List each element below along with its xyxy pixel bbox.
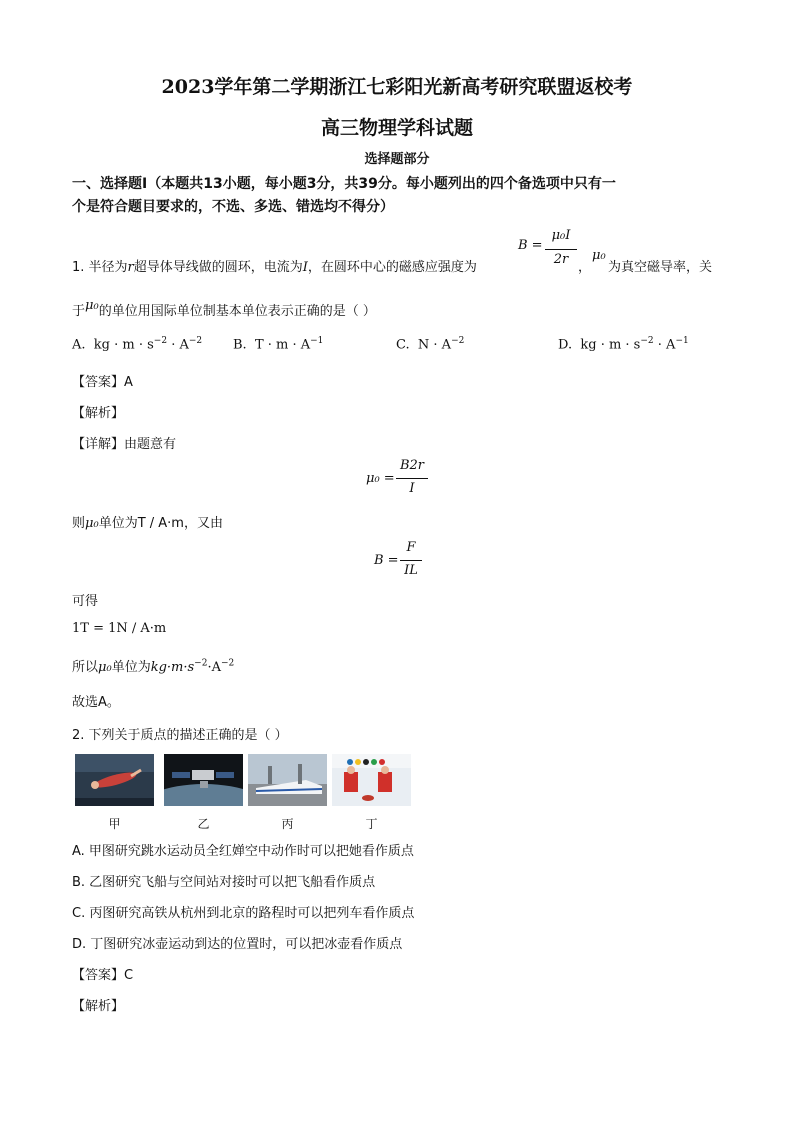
eq1-fraction: B2r I bbox=[396, 458, 428, 500]
q1-then-line: 则μ₀单位为T / A·m，又由 bbox=[72, 516, 223, 531]
q2-answer: 【答案】C bbox=[72, 968, 134, 983]
q1-stem-line1: 1. 半径为r超导体导线做的圆环，电流为I，在圆环中心的磁感应强度为 bbox=[72, 260, 477, 275]
caption-ding: 丁 bbox=[365, 817, 378, 831]
photo-ding-curling bbox=[332, 754, 411, 806]
q2-option-b[interactable]: B. 乙图研究飞船与空间站对接时可以把飞船看作质点 bbox=[72, 875, 376, 890]
q1-analysis-label: 【解析】 bbox=[72, 406, 125, 421]
eq2-fraction: F IL bbox=[400, 540, 422, 582]
caption-bing: 丙 bbox=[281, 817, 294, 831]
q1-formula-lhs: B = bbox=[518, 238, 543, 253]
section-heading-line1: 一、选择题Ⅰ（本题共13小题，每小题3分，共39分。每小题列出的四个备选项中只有一 bbox=[72, 176, 616, 192]
section-heading-line2: 个是符合题目要求的，不选、多选、错选均不得分） bbox=[72, 199, 394, 215]
q2-option-a[interactable]: A. 甲图研究跳水运动员全红婵空中动作时可以把她看作质点 bbox=[72, 844, 414, 859]
q2-option-c[interactable]: C. 丙图研究高铁从杭州到北京的路程时可以把列车看作质点 bbox=[72, 906, 415, 921]
caption-jia: 甲 bbox=[108, 817, 121, 831]
eq3: 1T = 1N / A·m bbox=[72, 621, 167, 636]
caption-yi: 乙 bbox=[197, 817, 210, 831]
mu0-symbol: μ₀ bbox=[592, 248, 606, 263]
q1-stem-line2: 于μ₀的单位用国际单位制基本单位表示正确的是（ ） bbox=[72, 298, 376, 319]
q1-option-c[interactable]: C. $N \cdot A^{-2}$ bbox=[396, 336, 465, 353]
part-heading: 选择题部分 bbox=[364, 152, 430, 167]
photo-bing-train bbox=[248, 754, 327, 806]
q2-stem: 2. 下列关于质点的描述正确的是（ ） bbox=[72, 728, 288, 743]
eq2-lhs: B = bbox=[374, 553, 399, 568]
q1-comma: ， bbox=[578, 260, 592, 275]
exam-title: 2023学年第二学期浙江七彩阳光新高考研究联盟返校考 bbox=[161, 76, 633, 98]
q1-option-d[interactable]: D. kg · $m \cdot s^{-2} \cdot A^{-1}$ bbox=[558, 336, 689, 353]
q1-obtain: 可得 bbox=[72, 594, 99, 609]
q2-analysis-label: 【解析】 bbox=[72, 999, 125, 1014]
q1-so-line: 所以μ₀单位为$kg\cdot m\cdot s^{-2}\cdot A^{-2}$ bbox=[72, 658, 235, 675]
q1-choose: 故选A。 bbox=[72, 695, 120, 710]
eq1-lhs: μ₀ = bbox=[366, 471, 395, 486]
photo-jia-diver bbox=[75, 754, 154, 806]
q1-stem-line1-end: 为真空磁导率，关 bbox=[608, 260, 713, 275]
q1-formula-fraction: μ₀I 2r bbox=[545, 228, 577, 272]
q1-detail-label: 【详解】由题意有 bbox=[72, 437, 177, 452]
q1-option-b[interactable]: B. $T \cdot m \cdot A^{-1}$ bbox=[233, 336, 324, 353]
exam-subtitle: 高三物理学科试题 bbox=[320, 117, 473, 139]
q1-option-a[interactable]: A. kg · $m \cdot s^{-2} \cdot A^{-2}$ bbox=[72, 336, 203, 353]
photo-yi-spacecraft bbox=[164, 754, 243, 806]
q2-option-d[interactable]: D. 丁图研究冰壶运动到达的位置时，可以把冰壶看作质点 bbox=[72, 937, 403, 952]
q1-answer: 【答案】A bbox=[72, 375, 133, 390]
